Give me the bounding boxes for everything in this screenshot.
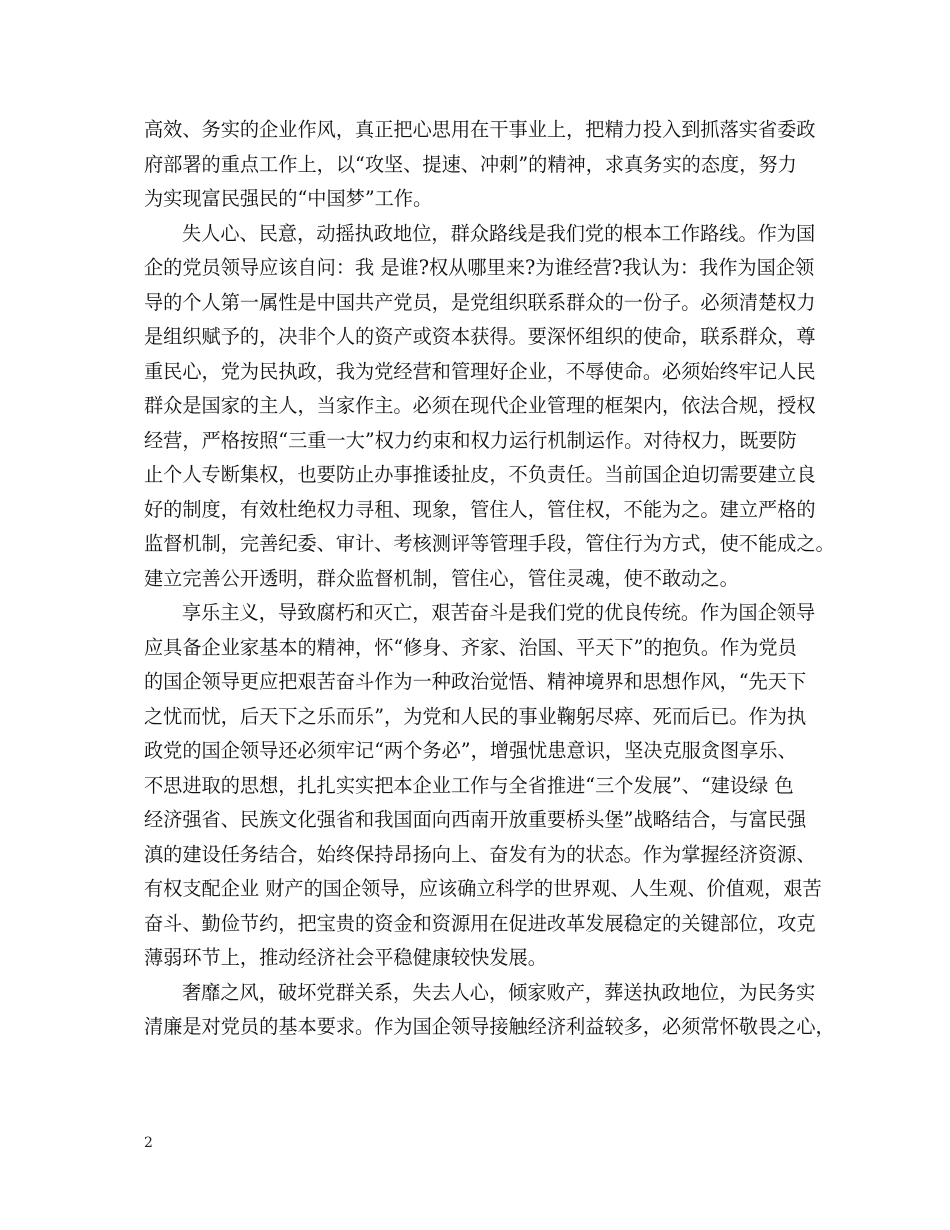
text-line: 高效、务实的企业作风，真正把心思用在干事业上，把精力投入到抓落实省委政 [144, 118, 816, 141]
text-line: 重民心，党为民执政，我为党经营和管理好企业，不辱使命。必须始终牢记人民 [144, 359, 816, 383]
text-line: 监督机制，完善纪委、审计、考核测评等管理手段，管住行为方式，使不能成之。 [144, 532, 835, 555]
text-line: 失人心、民意，动摇执政地位，群众路线是我们党的根本工作路线。作为国 [182, 221, 816, 245]
text-line: 不思进取的思想，扎扎实实把本企业工作与全省推进“三个发展”、“建设绿 色 [144, 773, 794, 797]
text-line: 导的个人第一属性是中国共产党员，是党组织联系群众的一份子。必须清楚权力 [144, 290, 816, 314]
text-line: 享乐主义，导致腐朽和灭亡，艰苦奋斗是我们党的优良传统。作为国企领导 [182, 601, 816, 624]
text-line: 建立完善公开透明，群众监督机制，管住心，管住灵魂，使不敢动之。 [144, 566, 739, 590]
text-line: 薄弱环节上，推动经济社会平稳健康较快发展。 [144, 946, 547, 969]
text-line: 经济强省、民族文化强省和我国面向西南开放重要桥头堡”战略结合，与富民强 [144, 808, 807, 831]
text-line: 奋斗、勤俭节约，把宝贵的资金和资源用在促进改革发展稳定的关键部位，攻克 [144, 911, 816, 935]
text-line: 好的制度，有效杜绝权力寻租、现象，管住人，管住权，不能为之。建立严格的 [144, 497, 816, 521]
text-line: 政党的国企领导还必须牢记“两个务必”，增强忧患意识，坚决克服贪图享乐、 [144, 739, 797, 762]
text-line: 群众是国家的主人，当家作主。必须在现代企业管理的框架内，依法合规，授权 [144, 394, 816, 417]
text-line: 府部署的重点工作上，以“攻坚、提速、冲刺”的精神，求真务实的态度，努力 [144, 152, 797, 176]
text-line: 经营，严格按照“三重一大”权力约束和权力运行机制运作。对待权力，既要防 [144, 428, 797, 452]
text-line: 为实现富民强民的“中国梦”工作。 [144, 187, 433, 210]
text-line: 是组织赋予的，决非个人的资产或资本获得。要深怀组织的使命，联系群众，尊 [144, 325, 816, 348]
text-line: 有权支配企业 财产的国企领导，应该确立科学的世界观、人生观、价值观，艰苦 [144, 877, 822, 900]
text-line: 清廉是对党员的基本要求。作为国企领导接触经济利益较多，必须常怀敬畏之心， [144, 1015, 835, 1038]
text-line: 的国企领导更应把艰苦奋斗作为一种政治觉悟、精神境界和思想作风，“先天下 [144, 670, 807, 693]
text-line: 应具备企业家基本的精神，怀“修身、齐家、治国、平天下”的抱负。作为党员 [144, 635, 797, 659]
document-body [144, 113, 835, 1045]
text-line: 滇的建设任务结合，始终保持昂扬向上、奋发有为的状态。作为掌握经济资源、 [144, 842, 816, 866]
text-line: 奢靡之风，破坏党群关系，失去人心，倾家败产，葬送执政地位，为民务实 [182, 980, 816, 1004]
text-line: 企的党员领导应该自问：我 是谁?权从哪里来?为谁经营?我认为：我作为国企领 [144, 256, 815, 279]
text-line: 止个人专断集权，也要防止办事推诿扯皮，不负责任。当前国企迫切需要建立良 [144, 463, 816, 486]
page-number: 2 [144, 1135, 153, 1151]
text-line: 之忧而忧，后天下之乐而乐”，为党和人民的事业鞠躬尽瘁、死而后已。作为执 [144, 704, 807, 728]
